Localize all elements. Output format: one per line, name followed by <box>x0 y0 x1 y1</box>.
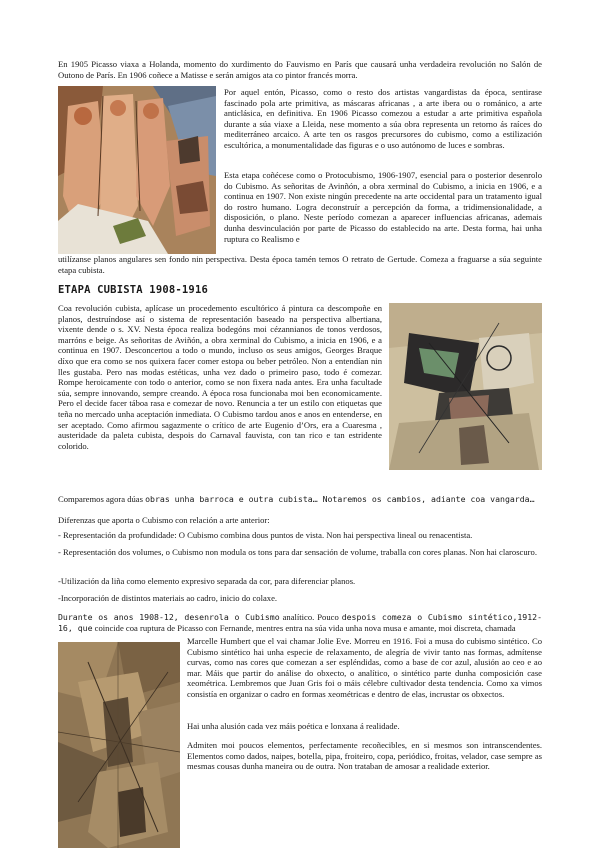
protocubism-continuation: utilízanse planos angulares sen fondo nin perspectiva. Desta época tamén temos O retrato de Gertude. Comeza a fraguarse a súa seguinte etapa cubista. <box>58 254 542 275</box>
poetic-allusion-paragraph: Hai unha alusión cada vez máis poética e lonxana á realidade. <box>187 721 400 731</box>
compare-prefix: Comparemos agora dúas <box>58 494 146 504</box>
analytic-text: analítico. Pouco <box>279 612 342 622</box>
cubist-still-life-painting <box>389 303 542 470</box>
analytic-text-rest: coincide coa ruptura de Picasso con Fernande, mentres entra na súa vida unha nova musa e amante, moi discreta, chamada <box>92 622 516 633</box>
protocubism-paragraph: Esta etapa coñécese como o Protocubismo, 1906-1907, esencial para o posterior desenrolo do Cubismo. As señoritas de Avinñón, a obra xerminal do Cubismo, a inicia en 1906, e a continua en 1907. Non existe ningún precedente na arte occidental para un tratamento igual do rostro humano. Logra deconstruír a percepción da forma, a tridimensionalidade, a disposición, o plano. Neste período comezan a aparecer influencias africanas, ademais dunha desvinculación por parte de Picasso do establecido na arte. Desta forma, hai unha ruptura co Realismo e <box>224 170 542 244</box>
primitive-art-paragraph: Por aquel entón, Picasso, como o resto dos artistas vangardistas da época, sentirase fascinado pola arte primitiva, as máscaras africanas , a arte ibera ou o románico, a arte anticlásica, en definitiva. En 1906 Picasso comezou a estudar a arte primitiva española durante a súa viaxe a Lleida, nese momento a súa obra representa un retorno ás raíces do mediterráneo arcaico. A arte ten os rasgos precursores do cubismo, como a estilización escultórica, a monumentalidade das figuras e o uso autónomo de luces e sombras. <box>224 87 542 150</box>
compare-emphasis: obras unha barroca e outra cubista… Notaremos os cambios, adiante coa vangarda… <box>145 494 535 504</box>
difference-item-volume: - Representación dos volumes, o Cubismo non modula os tons para dar sensación de volume, traballa con cores planas. Non hai claroscuro. <box>58 547 537 557</box>
compare-line <box>58 494 542 505</box>
section-heading-cubist: ETAPA CUBISTA 1908-1916 <box>58 284 208 296</box>
analytic-emphasis: Durante os anos 1908-12, desenrola o Cubismo <box>58 612 280 622</box>
analytic-cubism-paragraph <box>58 612 542 633</box>
demoiselles-painting <box>58 86 216 254</box>
difference-item-materials: -Incorporación de distintos materiais ao cadro, inicio do colaxe. <box>58 593 278 603</box>
difference-item-line: -Utilización da liña como elemento expresivo separada da cor, para diferenciar planos. <box>58 576 356 586</box>
elements-paragraph: Admiten moi poucos elementos, perfectamente recoñecibles, en si mesmos son intranscendentes. Elementos como dados, naipes, botella, pipa, froiteiro, copa, periódico, froitas, velador, case sempre as mesmas cousas dunha maneira ou de outra. Non trataban de amosar a realidade exterior. <box>187 740 542 772</box>
cubist-revolution-paragraph: Coa revolución cubista, aplícase un procedemento escultórico á pintura ca descompoñe en planos, destruíndose así o sistema de representación baseado na perspectiva albertiana, vixente dende o s. XV. Nesta época realiza bodegóns moi cézannianos de tonos verdosos, marróns e beige. As señoritas de Aviñón, a obra xerminal do Cubismo, a inicia en 1906, e a continua en 1907. Desconcertou a todo o mundo, incluso os seus amigos, Georges Braque díxo que era como se nos quixera facer comer estopa ou beber petróleo. Non a entendían nin lles gustaba. Pero nas modas estéticas, unha vez dado o primeiro paso, todo é comezar. Rompe heroicamente con todo o anterior, como se non fixera nada antes. Era unha facultade súa, sempre innovando, sempre creando. A época rosa funcionaba moi ben economicamente. Pero el decide facer táboa rasa e comezar de novo. Renuncia a ter un estilo con etiquetas que teña no mercado unha aceptación inmediata. O Cubismo tardou anos e anos en entenderse, en ser aceptado. Como afirmou sagazmente o crítico de arte Eugenio d’Ors, era a Cuaresma , austeridade da paleta cubista, despois do Carnaval fauvista, con tan rico e tan estridente colorido. <box>58 303 382 451</box>
synthetic-cubism-paragraph: Marcelle Humbert que el vai chamar Jolie Eve. Morreu en 1916. Foi a musa do cubismo sintético. Co Cubismo sintético hai unha especie de relaxamento, de alegría de vivir tanto nas formas, admítense curvas, como nas cores que comezan a ser espléndidas, como a base de cor azul, alusión ao ceo e ao mar. Máis que partir do análise do obxecto, o analítico, o sintético parte dunha composición case xeométrica. Lembremos que Juan Gris foi o máis célebre cultivador desta tendencia. Como xa vimos consistía en organizar o cadro en formas xeométricas e dentro de elas, incrustar os obxectos. <box>187 636 542 699</box>
analytic-cubism-painting <box>58 642 180 848</box>
intro-paragraph: En 1905 Picasso viaxa a Holanda, momento do xurdimento do Fauvismo en París que causará unha verdadeira revolución no Salón de Outono de París. En 1906 coñece a Matisse e serán amigos ata co pintor francés morra. <box>58 59 542 80</box>
synthetic-emphasis: despois comeza o Cubismo sintético,1912-16, que <box>58 612 543 633</box>
difference-item-depth: - Representación da profundidade: O Cubismo combina dous puntos de vista. Non hai perspectiva lineal ou renacentista. <box>58 530 473 540</box>
differences-intro: Diferenzas que aporta o Cubismo con relación a arte anterior: <box>58 515 270 525</box>
